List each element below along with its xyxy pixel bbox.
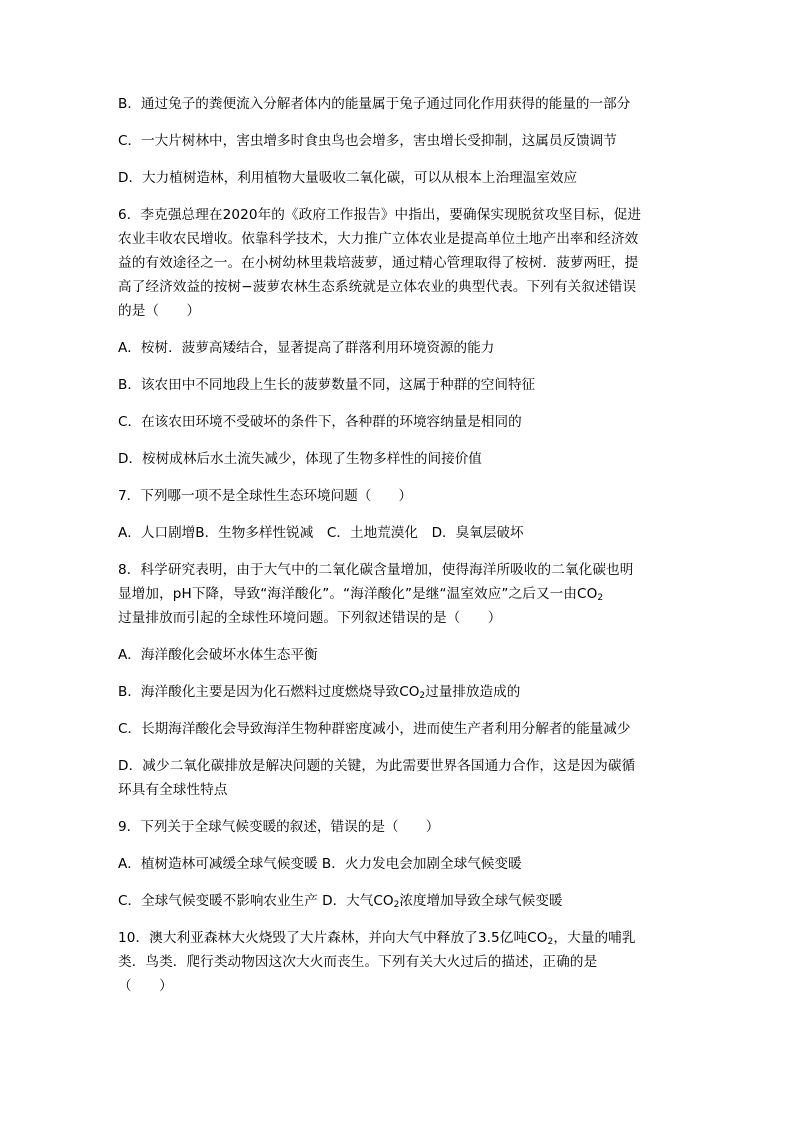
q8-option-d-line-2: 环具有全球性特点 <box>118 782 228 798</box>
q5-option-b: B．通过兔子的粪便流入分解者体内的能量属于兔子通过同化作用获得的能量的一部分 <box>118 96 631 112</box>
q10-stem-line-1-subscript: 2 <box>547 937 554 947</box>
q6-stem-line-4: 高了经济效益的按树−菠萝农林生态系统就是立体农业的典型代表。下列有关叙述错误 <box>118 279 637 295</box>
q8-stem-line-2-subscript: 2 <box>597 593 604 603</box>
q8-stem-line-2 <box>118 582 678 606</box>
q10-stem-line-1-pre: 10．澳大利亚森林大火烧毁了大片森林，并向大气中释放了3.5亿吨CO <box>118 930 548 946</box>
q6-option-c: C．在该农田环境不受破坏的条件下，各种群的环境容纳量是相同的 <box>118 414 522 430</box>
q8-option-b <box>118 680 678 704</box>
q8-option-b-post: 过量排放造成的 <box>425 684 521 700</box>
q5-option-d: D．大力植树造林，利用植物大量吸收二氧化碳，可以从根本上治理温室效应 <box>118 170 578 186</box>
q8-option-b-pre: B．海洋酸化主要是因为化石燃料过度燃烧导致CO <box>118 684 420 700</box>
q6-stem-line-2: 农业丰收农民增收。依靠科学技术，大力推广立体农业是提高单位土地产出率和经济效 <box>118 231 639 247</box>
q6-option-a: A．桉树．菠萝高矮结合，显著提高了群落利用环境资源的能力 <box>118 340 495 356</box>
q8-stem-line-1: 8．科学研究表明，由于大气中的二氧化碳含量增加，使得海洋所吸收的二氧化碳也明 <box>118 562 634 578</box>
q10-stem-line-2: 类．鸟类．爬行类动物因这次大火而丧生。下列有关大火过后的描述，正确的是 <box>118 954 598 970</box>
q6-stem <box>118 203 678 323</box>
q10-stem-line-1-post: ，大量的哺乳 <box>553 930 636 946</box>
q9-stem: 9．下列关于全球气候变暖的叙述，错误的是（ ） <box>118 819 440 835</box>
q8-option-b-subscript: 2 <box>419 691 426 701</box>
q9-options-ab: A．植树造林可减缓全球气候变暖 B．火力发电会加剧全球气候变暖 <box>118 856 522 872</box>
q8-option-d-line-1: D．减少二氧化碳排放是解决问题的关键，为此需要世界各国通力合作，这是因为碳循 <box>118 758 636 774</box>
q7-options: A．人口剧增B．生物多样性锐减 C．土地荒漠化 D．臭氧层破坏 <box>118 525 524 541</box>
q8-stem-line-2-text: 显增加，pH下降，导致“海洋酸化”。“海洋酸化”是继“温室效应”之后又一由CO <box>118 586 598 602</box>
q5-option-c: C．一大片树林中，害虫增多时食虫鸟也会增多，害虫增长受抑制，这属员反馈调节 <box>118 133 617 149</box>
q9-options-cd <box>118 889 678 913</box>
document-page <box>118 92 678 1011</box>
q7-stem: 7．下列哪一项不是全球性生态环境问题（ ） <box>118 488 413 504</box>
q10-stem-line-1 <box>118 926 678 950</box>
q8-stem <box>118 558 678 630</box>
q6-option-d: D．桉树成林后水土流失减少，体现了生物多样性的间接价值 <box>118 451 482 467</box>
q8-option-d <box>118 754 678 802</box>
q6-stem-line-3: 益的有效途径之一。在小树幼林里栽培菠萝，通过精心管理取得了桉树．菠萝两旺，提 <box>118 255 639 271</box>
q10-stem <box>118 926 678 998</box>
q9-options-cd-pre: C．全球气候变暖不影响农业生产 D．大气CO <box>118 893 394 909</box>
q10-stem-line-3: （ ） <box>118 978 173 994</box>
q8-stem-line-3: 过量排放而引起的全球性环境问题。下列叙述错误的是（ ） <box>118 610 502 626</box>
q9-options-cd-subscript: 2 <box>393 900 400 910</box>
q8-option-c: C．长期海洋酸化会导致海洋生物种群密度减小，进而使生产者利用分解者的能量减少 <box>118 721 631 737</box>
q8-option-a: A．海洋酸化会破坏水体生态平衡 <box>118 647 318 663</box>
q6-option-b: B．该农田中不同地段上生长的菠萝数量不同，这属于种群的空间特征 <box>118 377 536 393</box>
q6-stem-line-1: 6．李克强总理在2020年的《政府工作报告》中指出，要确保实现脱贫攻坚目标，促进 <box>118 207 642 223</box>
q6-stem-line-5: 的是（ ） <box>118 303 201 319</box>
q9-options-cd-post: 浓度增加导致全球气候变暖 <box>399 893 563 909</box>
